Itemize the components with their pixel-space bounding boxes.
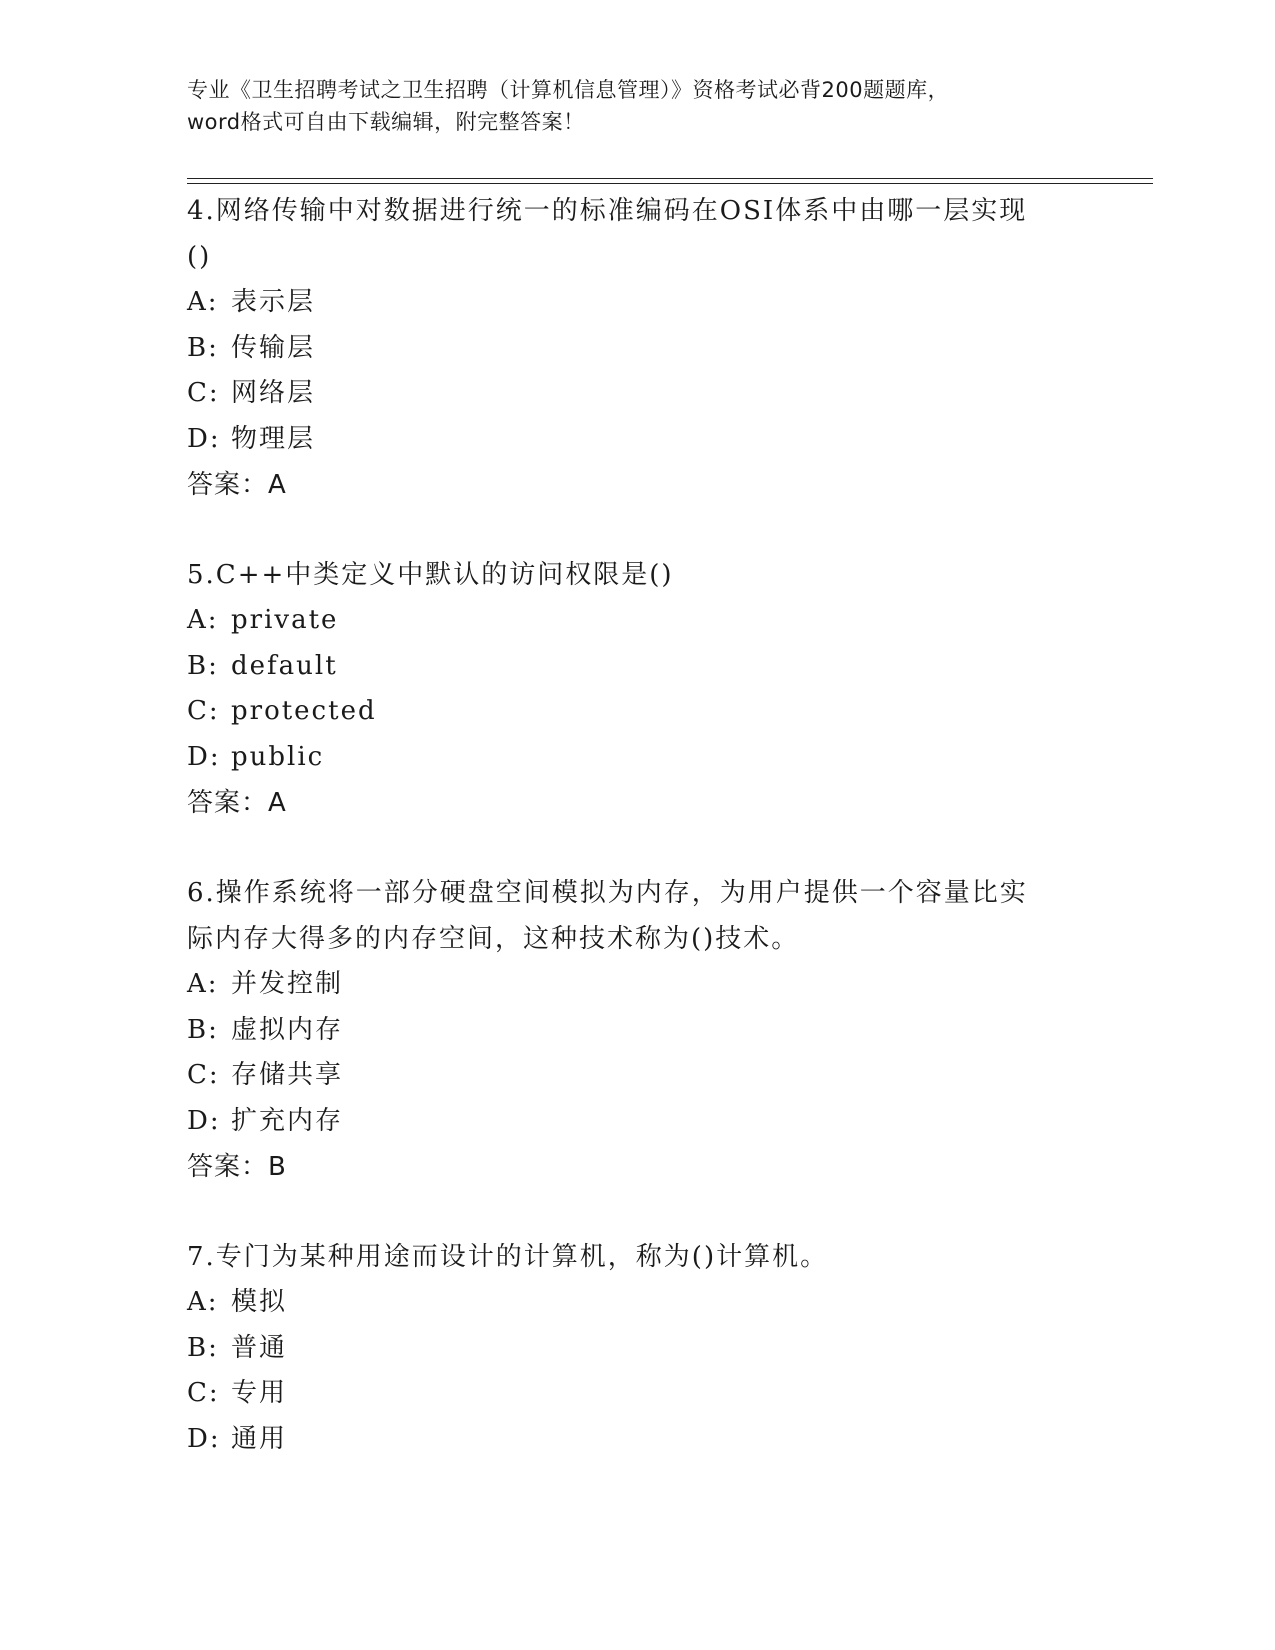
option-letter: A: [187,969,219,999]
option-letter: B: [187,650,219,681]
option-letter: D: [187,1423,221,1454]
answer-line: 答案：B [187,1152,287,1182]
option-text: 传输层 [231,332,316,363]
option-b [187,644,1087,690]
spacer [187,508,1087,552]
header-line-1: 专业《卫生招聘考试之卫生招聘（计算机信息管理）》资格考试必背200题题库， [187,78,950,102]
option-text: 模拟 [231,1287,288,1317]
option-c [187,1053,1087,1099]
question-text: 4.网络传输中对数据进行统一的标准编码在OSI体系中由哪一层实现 [187,196,1028,226]
spacer [187,826,1087,870]
question-text: 7.专门为某种用途而设计的计算机，称为()计算机。 [187,1242,829,1272]
option-b [187,1008,1087,1054]
option-text: 通用 [231,1423,288,1454]
option-letter: D: [187,423,221,454]
option-b [187,1326,1087,1372]
option-text: 虚拟内存 [231,1014,344,1045]
question-4 [187,188,1087,508]
header-divider-bottom [187,183,1153,184]
option-letter: B: [187,1014,219,1045]
option-letter: C: [187,378,220,408]
question-list [187,188,1087,1462]
option-text: public [231,741,325,772]
option-text: default [231,650,338,681]
option-c [187,371,1087,417]
option-letter: C: [187,1378,220,1408]
option-d [187,417,1087,463]
answer-line: 答案：A [187,788,287,818]
option-letter: C: [187,696,220,726]
question-text: 5.C++中类定义中默认的访问权限是() [187,560,674,590]
option-text: 网络层 [231,378,316,408]
option-text: 扩充内存 [231,1105,344,1136]
question-text: 6.操作系统将一部分硬盘空间模拟为内存，为用户提供一个容量比实 [187,878,1028,908]
option-a [187,1280,1087,1326]
option-a [187,598,1087,644]
option-letter: A: [187,1287,219,1317]
question-text-continued: () [187,242,212,272]
header-divider-top [187,178,1153,179]
option-text: 存储共享 [231,1060,344,1090]
option-letter: C: [187,1060,220,1090]
document-header [187,74,1087,138]
option-b [187,326,1087,372]
option-text: 物理层 [231,423,316,454]
option-a [187,962,1087,1008]
answer-line: 答案：A [187,470,287,500]
option-c [187,1371,1087,1417]
option-text: 普通 [231,1332,288,1363]
question-5 [187,552,1087,826]
option-d [187,1099,1087,1145]
option-d [187,735,1087,781]
question-text-continued: 际内存大得多的内存空间，这种技术称为()技术。 [187,924,800,954]
option-text: 并发控制 [231,969,344,999]
question-7 [187,1234,1087,1462]
option-letter: D: [187,741,221,772]
option-letter: D: [187,1105,221,1136]
option-d [187,1417,1087,1463]
option-letter: B: [187,332,219,363]
option-letter: A: [187,287,219,317]
option-letter: B: [187,1332,219,1363]
option-text: private [231,605,339,635]
header-line-2: word格式可自由下载编辑，附完整答案！ [187,110,585,134]
option-text: 表示层 [231,287,316,317]
option-a [187,280,1087,326]
option-c [187,689,1087,735]
question-6 [187,870,1087,1190]
option-letter: A: [187,605,219,635]
spacer [187,1190,1087,1234]
option-text: protected [231,696,377,726]
option-text: 专用 [231,1378,288,1408]
